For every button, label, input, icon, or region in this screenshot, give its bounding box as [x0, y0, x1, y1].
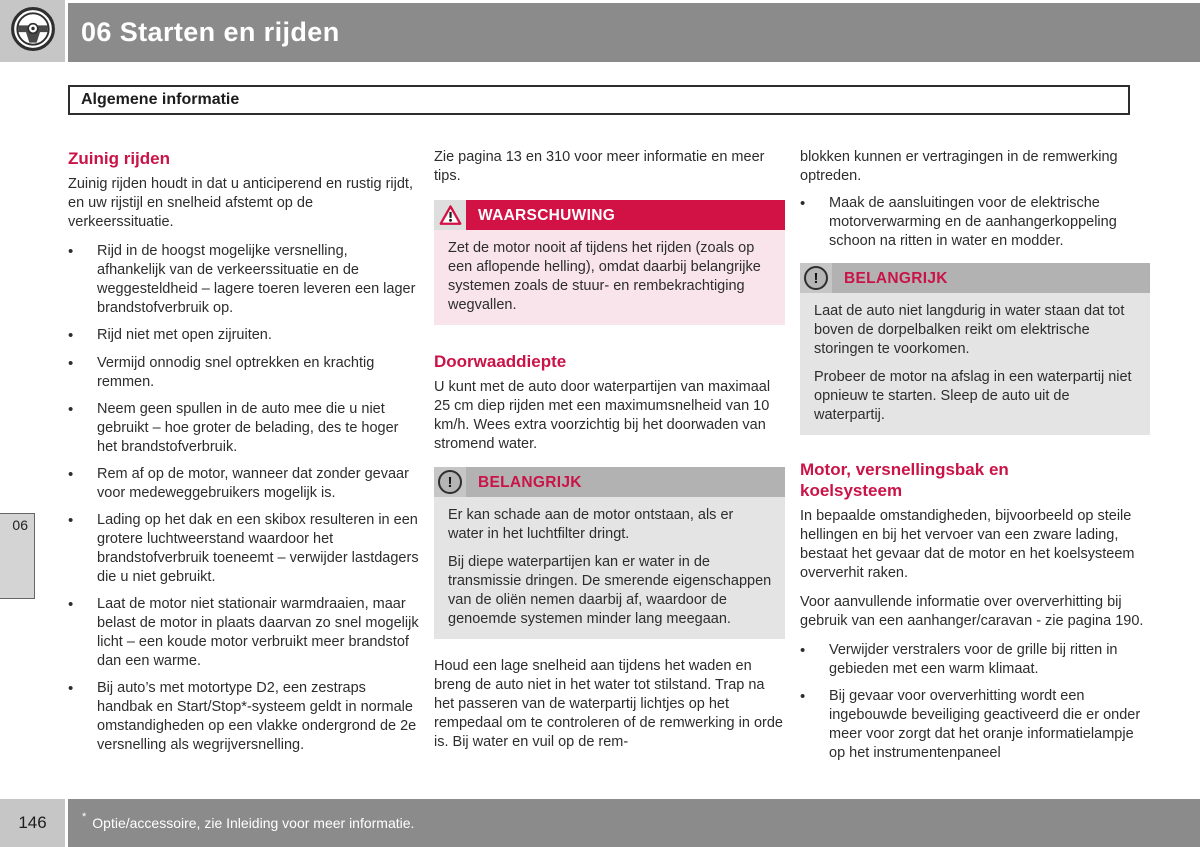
important-box: [800, 263, 1150, 435]
bullet-icon: [800, 687, 829, 763]
paragraph: In bepaalde omstandigheden, bijvoorbeeld op steile hellingen en bij het vervoer van een zware lading, bestaat het gevaar dat de motor en het koelsysteem oververhit raken.: [800, 508, 1135, 581]
column-right: [800, 148, 1150, 771]
exclamation-circle-icon: [800, 263, 832, 293]
section-title: Algemene informatie: [81, 91, 240, 108]
important-title: BELANGRIJK: [832, 263, 1150, 293]
warning-box: [434, 200, 785, 325]
warning-header: [434, 200, 785, 230]
heading-doorwaaddiepte: Doorwaaddiepte: [434, 352, 567, 371]
chapter-title: 06 Starten en rijden: [81, 17, 340, 47]
warning-title: WAARSCHUWING: [466, 200, 785, 230]
exclamation-circle-icon: [434, 467, 466, 497]
bullet-icon: [68, 326, 97, 346]
chapter-side-tab: 06: [0, 513, 35, 599]
chapter-header-bar: [68, 3, 1200, 62]
list-item: • Rem af op de motor, wanneer dat zonder gevaar voor medeweggebruikers mogelijk is.: [68, 465, 420, 503]
list-item: • Laat de motor niet stationair warmdraaien, maar belast de motor in plaats daarvan zo snel mogelijk licht – een koude motor verbruikt meer brandstof dan een warme.: [68, 595, 420, 671]
important-box: [434, 467, 785, 639]
list-item: • Lading op het dak en een skibox resulteren in een grotere luchtweerstand waardoor het brandstofverbruik toeneemt – verwijder lastdagers die u niet gebruikt.: [68, 511, 420, 587]
paragraph: Houd een lage snelheid aan tijdens het waden en breng de auto niet in het water tot stilstand. Trap na het passeren van de waterpartij lichtjes op het rempedaal om te controleren of de remwerking in orde is. Bij water en vuil op de rem-: [434, 658, 783, 750]
important-body: Laat de auto niet langdurig in water staan dat tot boven de dorpelbalken reikt om elektrische storingen te voorkomen. Probeer de motor na afslag in een waterpartij niet opnieuw te starten. Sleep de auto uit de waterpartij.: [800, 293, 1150, 435]
section-title-box: [68, 85, 1130, 115]
important-header: [434, 467, 785, 497]
chapter-icon-box: [0, 0, 65, 62]
list-item: • Rijd in de hoogst mogelijke versnelling, afhankelijk van de verkeerssituatie en de weggesteldheid – lagere toeren leveren een lager brandstofverbruik op.: [68, 242, 420, 318]
page-number: 146: [0, 799, 65, 847]
list-item: • Neem geen spullen in de auto mee die u niet gebruikt – hoe groter de belading, des te hoger het brandstofverbruik.: [68, 400, 420, 457]
bullet-icon: [68, 595, 97, 671]
heading-zuinig-rijden: Zuinig rijden: [68, 149, 170, 168]
list-item: • Bij auto’s met motortype D2, een zestraps handbak en Start/Stop*-systeem geldt in normale omstandigheden op een vlakke ondergrond de 2e versnelling als wegrijversnelling.: [68, 679, 420, 755]
important-title: BELANGRIJK: [466, 467, 785, 497]
list-item: • Rijd niet met open zijruiten.: [68, 326, 420, 346]
bullet-icon: [68, 242, 97, 318]
important-body: Er kan schade aan de motor ontstaan, als er water in het luchtfilter dringt. Bij diepe waterpartijen kan er water in de transmissie dringen. De smerende eigenschappen van de oliën nemen daarbij af, waardoor de genoemde systemen minder lang meegaan.: [434, 497, 785, 639]
footnote-text: Optie/accessoire, zie Inleiding voor meer informatie.: [92, 815, 415, 831]
steering-wheel-icon: [10, 6, 56, 57]
bullet-icon: [800, 194, 829, 251]
footer-bar: [68, 799, 1200, 847]
bullet-icon: [68, 511, 97, 587]
bullet-icon: [68, 400, 97, 457]
paragraph: Voor aanvullende informatie over oververhitting bij gebruik van een aanhanger/caravan - zie pagina 190.: [800, 594, 1144, 629]
paragraph: U kunt met de auto door waterpartijen van maximaal 25 cm diep rijden met een maximumsnelheid van 10 km/h. Wees extra voorzichtig bij het doorwaden van stromend water.: [434, 379, 771, 452]
bullet-icon: [68, 354, 97, 392]
list-item: • Bij gevaar voor oververhitting wordt een ingebouwde beveiliging geactiveerd die er onder meer voor zorgt dat het oranje informatielampje op het instrumentenpaneel: [800, 687, 1150, 763]
bullet-icon: [68, 679, 97, 755]
footnote-asterisk: *: [82, 811, 87, 823]
column-middle: [434, 148, 785, 762]
bullet-icon: [800, 641, 829, 679]
important-header: [800, 263, 1150, 293]
list-item: • Vermijd onnodig snel optrekken en krachtig remmen.: [68, 354, 420, 392]
list-item: • Verwijder verstralers voor de grille bij ritten in gebieden met een warm klimaat.: [800, 641, 1150, 679]
list-item: • Maak de aansluitingen voor de elektrische motorverwarming en de aanhangerkoppeling schoon na ritten in water en modder.: [800, 194, 1150, 251]
warning-body: Zet de motor nooit af tijdens het rijden (zoals op een aflopende helling), omdat daarbij belangrijke systemen zoals de stuur- en rembekrachtiging wegvallen.: [434, 230, 785, 325]
paragraph: blokken kunnen er vertragingen in de remwerking optreden.: [800, 149, 1118, 184]
heading-motor-versnellingsbak: Motor, versnellingsbak en koelsysteem: [800, 460, 1009, 500]
paragraph: Zie pagina 13 en 310 voor meer informatie en meer tips.: [434, 149, 765, 184]
paragraph: Zuinig rijden houdt in dat u anticiperend en rustig rijdt, en uw rijstijl en snelheid afstemt op de verkeerssituatie.: [68, 176, 413, 230]
bullet-icon: [68, 465, 97, 503]
warning-triangle-icon: [434, 200, 466, 230]
column-left: [68, 148, 420, 763]
